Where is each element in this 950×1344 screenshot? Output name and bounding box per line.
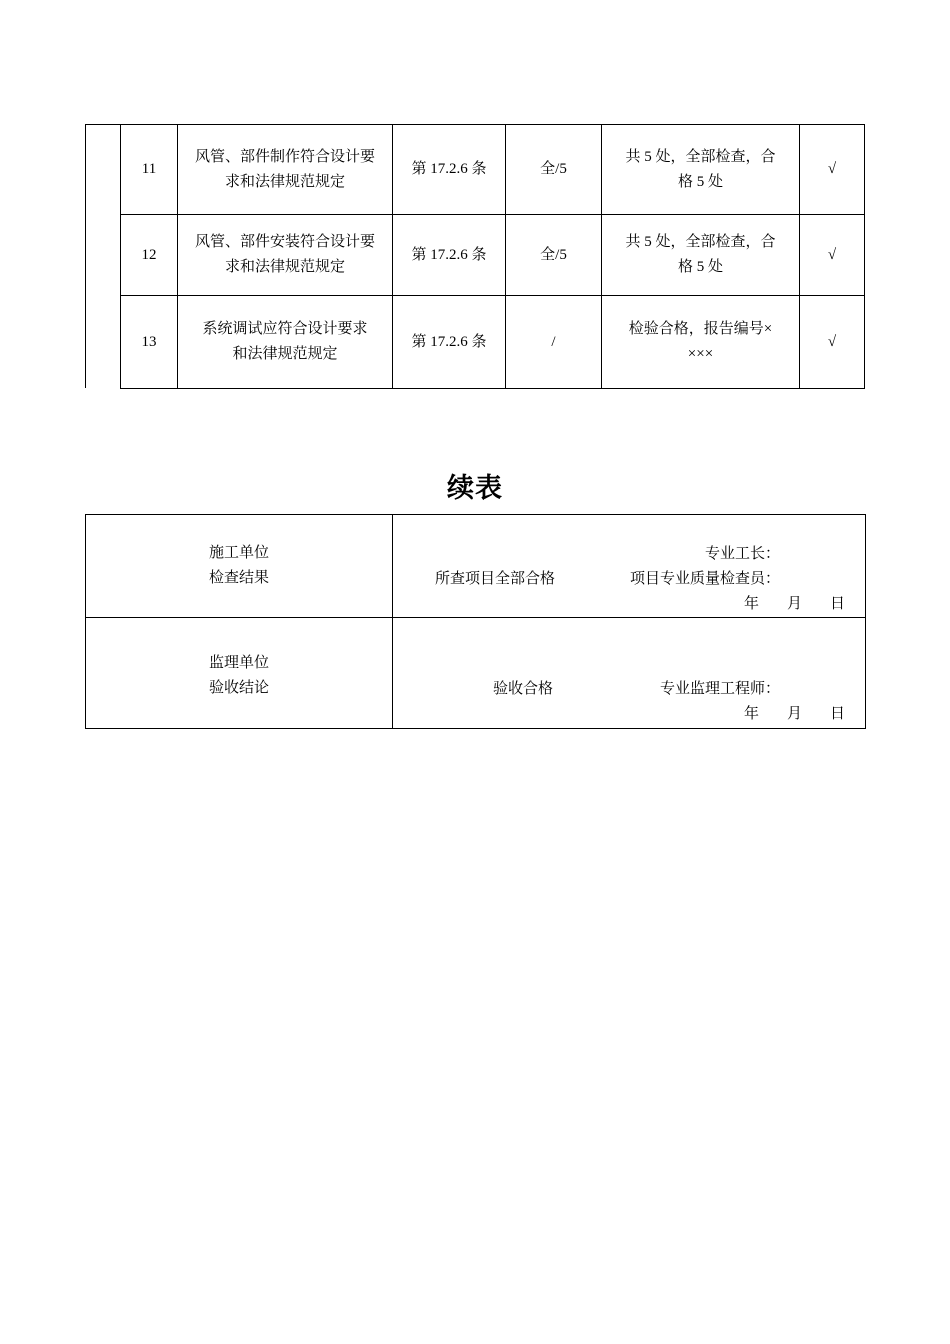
construction-date-line — [744, 592, 845, 617]
inspection-items-table — [120, 124, 865, 389]
item-sample: 全/5 — [506, 125, 602, 215]
construction-result-cell — [393, 515, 866, 618]
continuation-title: 续表 — [447, 473, 503, 504]
date-year-label: 年 — [743, 596, 759, 612]
item-requirement — [178, 215, 393, 296]
item-check-mark: √ — [800, 296, 865, 389]
supervision-verdict: 验收合格 — [493, 681, 554, 697]
item-result-line: 格 5 处 — [677, 173, 723, 190]
table-row — [121, 215, 865, 296]
construction-verdict: 所查项目全部合格 — [435, 571, 556, 587]
item-result — [602, 296, 800, 389]
item-requirement-line: 求和法律规范规定 — [224, 173, 345, 190]
construction-signoff-row — [86, 515, 866, 618]
signoff-table — [85, 514, 866, 729]
item-requirement — [178, 125, 393, 215]
foreman-signature-label: 专业工长： — [704, 546, 780, 562]
date-month-label: 月 — [786, 596, 802, 612]
item-result — [602, 125, 800, 215]
item-number: 11 — [121, 125, 178, 215]
supervision-date-line — [744, 702, 845, 727]
item-number: 12 — [121, 215, 178, 296]
item-result-line: 格 5 处 — [677, 259, 723, 275]
item-requirement-line: 风管、部件制作符合设计要 — [194, 148, 375, 165]
date-day-label: 日 — [829, 706, 845, 722]
construction-unit-label-line: 施工单位 — [208, 545, 269, 561]
item-requirement-line: 风管、部件安装符合设计要 — [194, 234, 375, 250]
item-clause: 第 17.2.6 条 — [393, 215, 506, 296]
item-result-line: 共 5 处，全部检查，合 — [625, 234, 776, 250]
item-clause: 第 17.2.6 条 — [393, 125, 506, 215]
construction-unit-label-line: 检查结果 — [208, 570, 269, 586]
item-check-mark: √ — [800, 125, 865, 215]
inspection-table-side-column — [85, 124, 120, 388]
table-row — [121, 125, 865, 215]
supervision-signoff-row — [86, 618, 866, 729]
construction-unit-label — [86, 515, 393, 618]
supervision-unit-label-line: 监理单位 — [208, 655, 269, 671]
item-requirement-line: 求和法律规范规定 — [224, 259, 345, 275]
item-requirement-line: 和法律规范规定 — [232, 346, 338, 362]
supervision-conclusion-cell — [393, 618, 866, 729]
date-day-label: 日 — [829, 596, 845, 612]
item-sample: 全/5 — [506, 215, 602, 296]
item-clause: 第 17.2.6 条 — [393, 296, 506, 389]
date-year-label: 年 — [743, 706, 759, 722]
table-row — [121, 296, 865, 389]
item-number: 13 — [121, 296, 178, 389]
item-sample: / — [506, 296, 602, 389]
supervision-unit-label — [86, 618, 393, 729]
item-result-line: 检验合格，报告编号× — [628, 321, 773, 337]
quality-inspector-signature-label: 项目专业质量检查员： — [629, 571, 780, 587]
item-result — [602, 215, 800, 296]
item-result-line: 共 5 处，全部检查，合 — [625, 148, 776, 165]
item-result-line: ××× — [687, 346, 714, 362]
date-month-label: 月 — [786, 706, 802, 722]
supervising-engineer-signature-label: 专业监理工程师： — [659, 681, 780, 697]
item-requirement — [178, 296, 393, 389]
item-requirement-line: 系统调试应符合设计要求 — [202, 321, 368, 337]
item-check-mark: √ — [800, 215, 865, 296]
supervision-unit-label-line: 验收结论 — [208, 680, 269, 696]
